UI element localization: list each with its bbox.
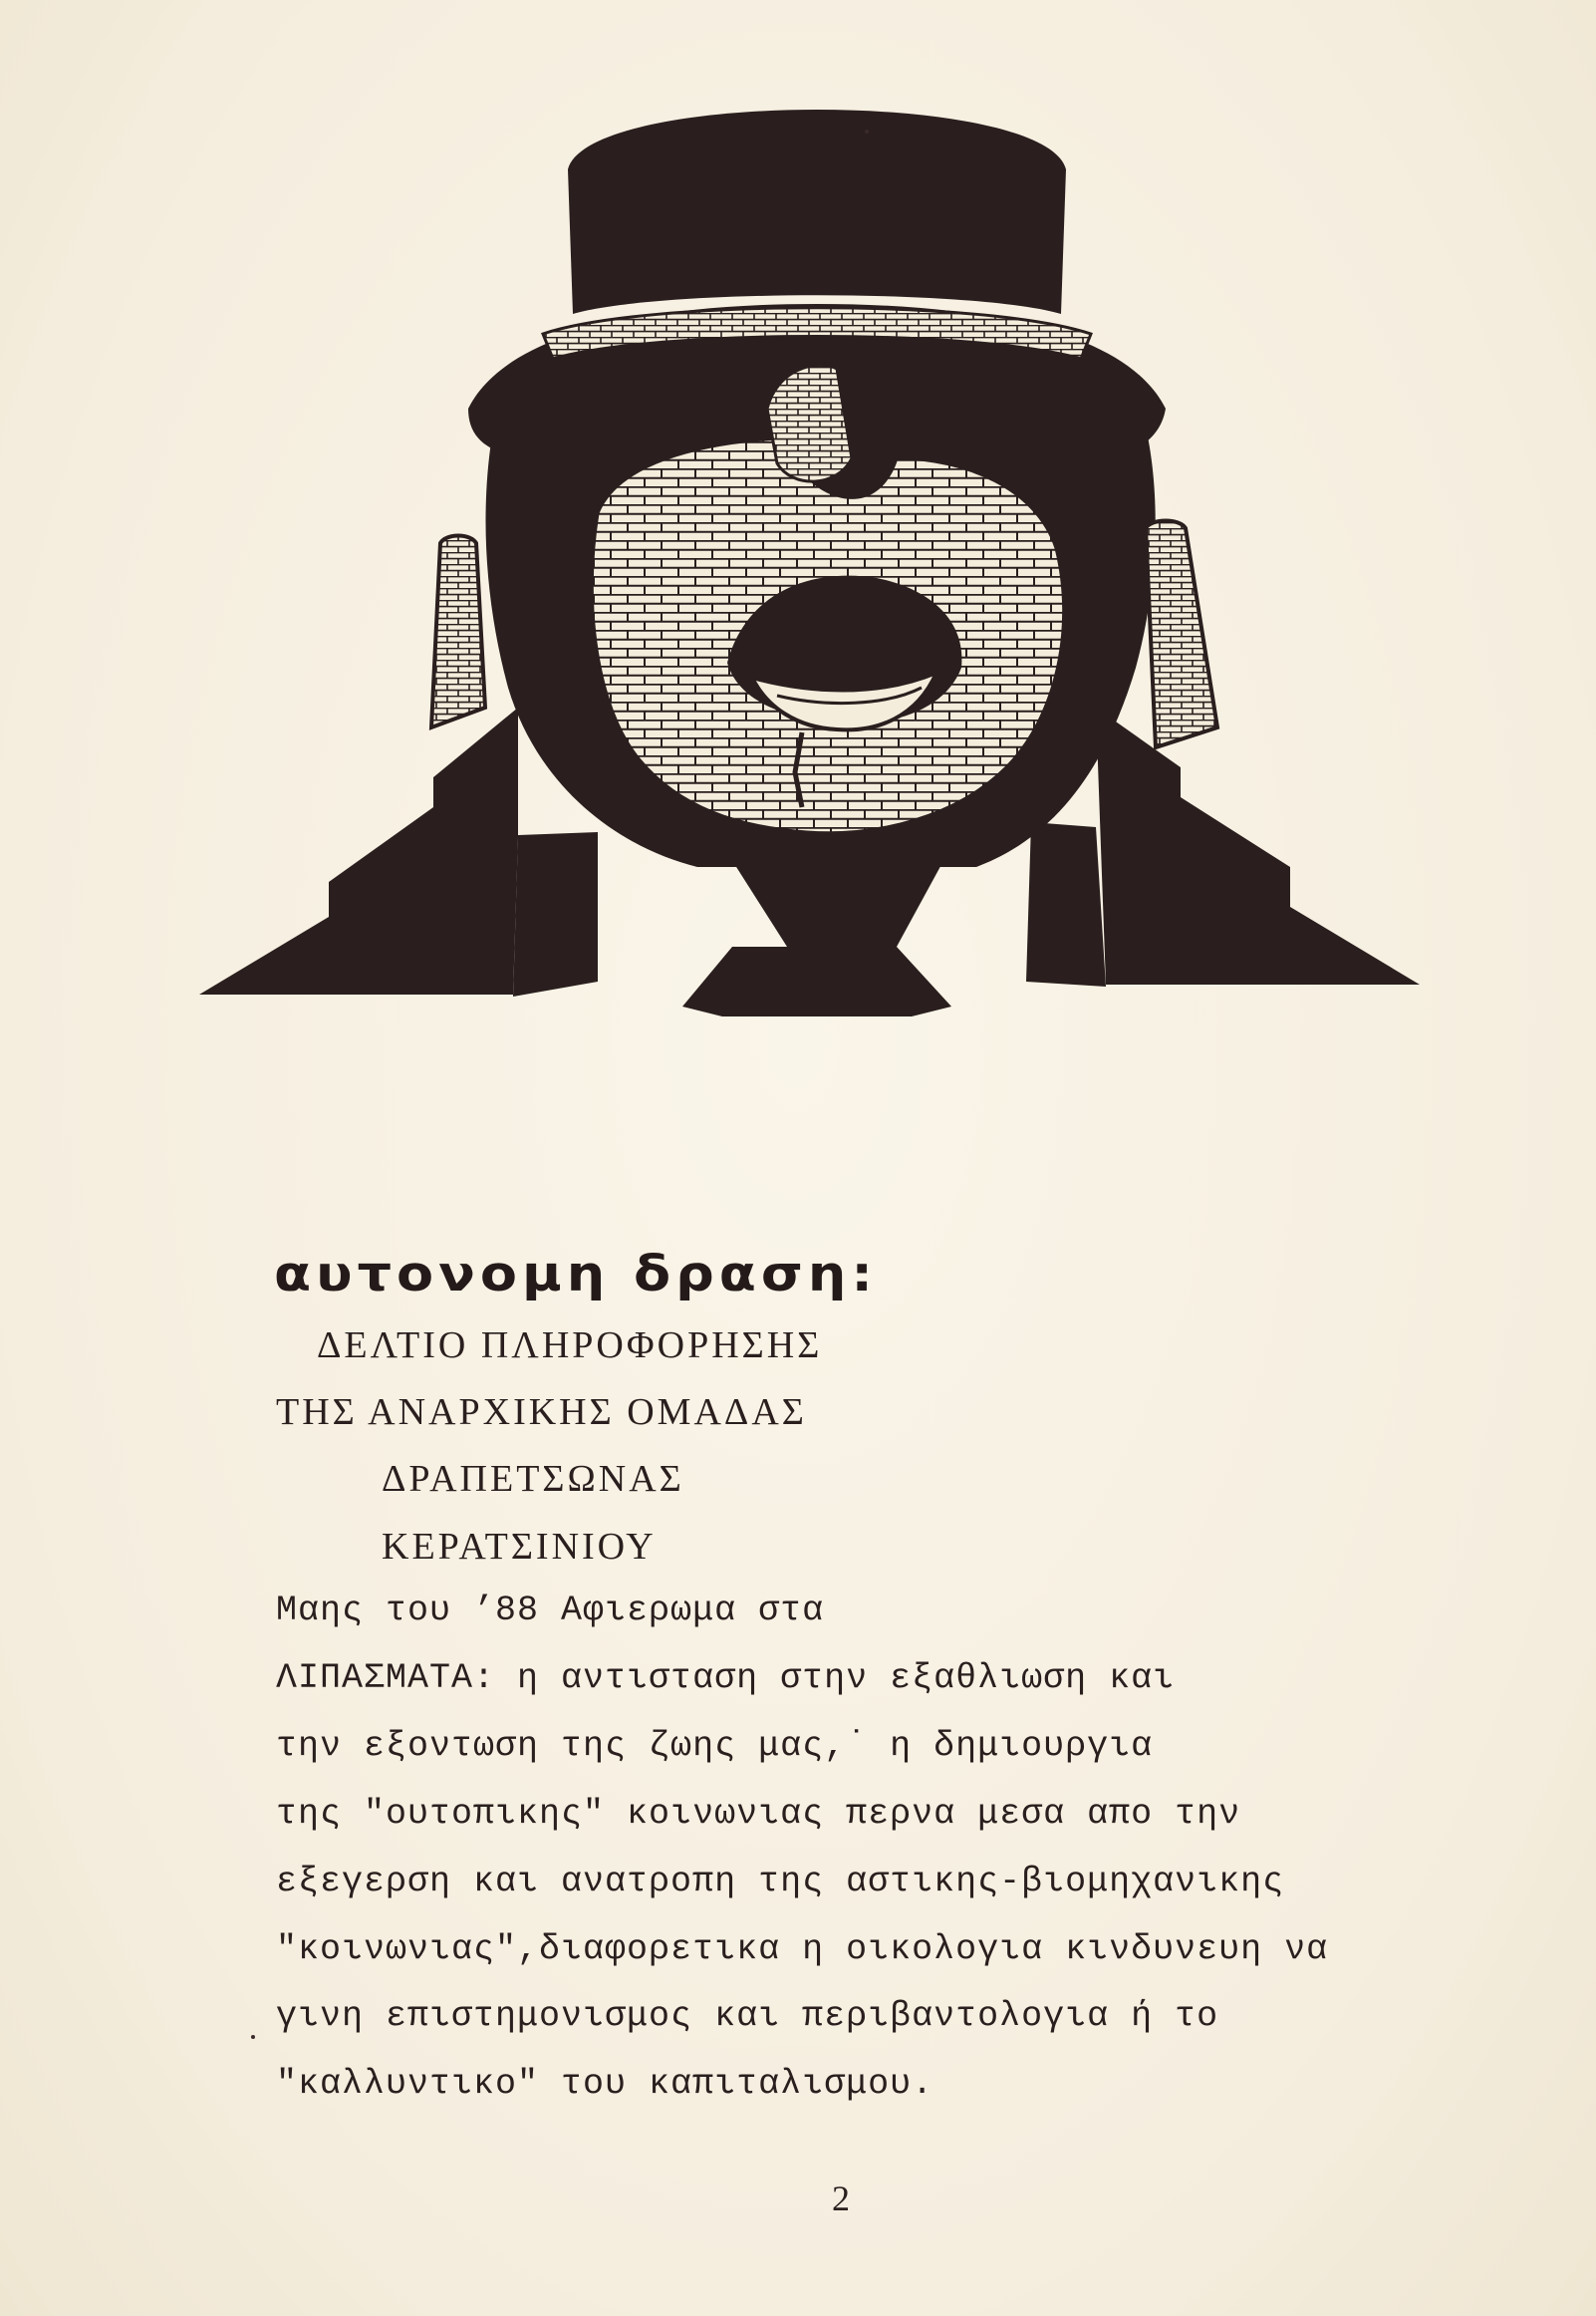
body-line: εξεγερση και ανατροπη της αστικης-βιομηχανικης [276, 1862, 1285, 1901]
page-number: 2 [832, 2178, 850, 2218]
brick-faced-capitalist-top-hat-factory-icon [179, 110, 1435, 1036]
title-line: ΔΕΛΤΙΟ ΠΛΗΡΟΦΟΡΗΣΗΣ [317, 1324, 823, 1366]
paper-speck [251, 2035, 255, 2039]
body-line: "κοινωνιας",διαφορετικα η οικολογια κινδυνευη να [276, 1929, 1329, 1969]
body-line: Μαης του ’88 Αφιερωμα στα [276, 1591, 825, 1630]
body-line: γινη επιστημονισμος και περιβαντολογια ή το [276, 1996, 1219, 2036]
body-line: "καλλυντικο" του καπιταλισμου. [276, 2064, 934, 2104]
title-line: ΚΕΡΑΤΣΙΝΙΟΥ [382, 1526, 657, 1568]
masthead-title: αυτονομη δραση: [274, 1246, 878, 1303]
title-line: ΔΡΑΠΕΤΣΩΝΑΣ [382, 1458, 684, 1500]
body-line: ΛΙΠΑΣΜΑΤΑ: η αντισταση στην εξαθλιωση και [276, 1658, 1176, 1698]
body-line: την εξοντωση της ζωης μας,˙ η δημιουργια [276, 1726, 1154, 1766]
title-line: ΤΗΣ ΑΝΑΡΧΙΚΗΣ ΟΜΑΔΑΣ [276, 1391, 807, 1433]
body-line: της "ουτοπικης" κοινωνιας περνα μεσα απο την [276, 1794, 1241, 1834]
paper-speck [865, 130, 869, 134]
